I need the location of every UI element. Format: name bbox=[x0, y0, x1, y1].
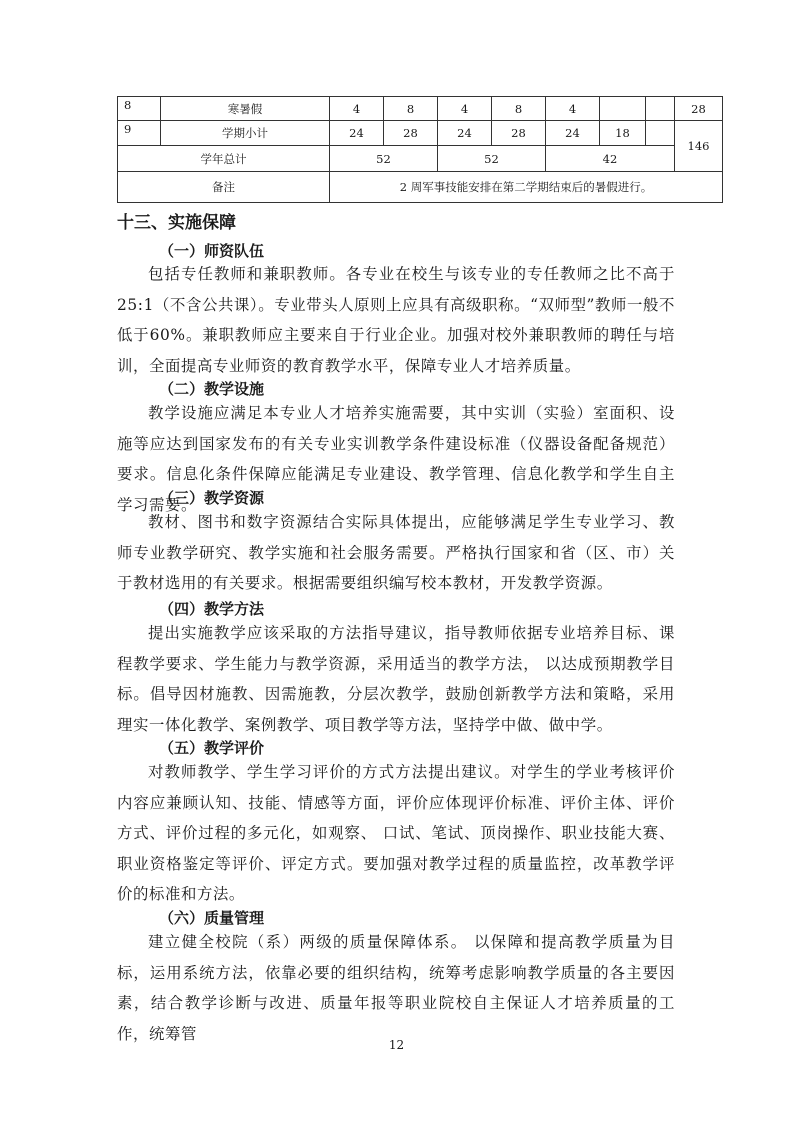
table-row bbox=[118, 121, 723, 146]
row-number: 9 bbox=[118, 121, 161, 146]
subsection-paragraph: 建立健全校院（系）两级的质量保障体系。 以保障和提高教学质量为目标，运用系统方法，依靠必要的组织结构，统筹考虑影响教学质量的各主要因素，结合教学诊断与改进、质量年报等职业院校自主保证人才培养质量的工作，统筹管 bbox=[117, 933, 675, 1043]
subsection-heading: （四）教学方法 bbox=[159, 600, 265, 618]
table-cell: 28 bbox=[384, 121, 438, 146]
row-label: 寒暑假 bbox=[161, 97, 330, 121]
subsection-paragraph: 对教师教学、学生学习评价的方式方法提出建议。对学生的学业考核评价内容应兼顾认知、技能、情感等方面，评价应体现评价标准、评价主体、评价方式、评价过程的多元化，如观察、 口试、笔试、顶岗操作、职业技能大赛、职业资格鉴定等评价、评定方式。要加强对教学过程的质量监控，改革教学评价的标准和方法。 bbox=[117, 763, 675, 904]
table-cell: 24 bbox=[546, 121, 600, 146]
grand-total: 146 bbox=[675, 121, 723, 172]
subsection-heading: （六）质量管理 bbox=[159, 909, 265, 927]
table-row-remark bbox=[118, 172, 723, 203]
year-total-value: 52 bbox=[438, 146, 546, 172]
subsection-paragraph: 教材、图书和数字资源结合实际具体提出，应能够满足学生专业学习、教师专业教学研究、教学实施和社会服务需要。严格执行国家和省（区、市）关于教材选用的有关要求。根据需要组织编写校本教材，开发教学资源。 bbox=[117, 513, 675, 593]
subsection-heading: （五）教学评价 bbox=[159, 739, 265, 757]
remark-text: 2 周军事技能安排在第二学期结束后的暑假进行。 bbox=[330, 172, 723, 203]
table-cell-empty bbox=[646, 121, 675, 146]
table-cell: 8 bbox=[492, 97, 546, 121]
subsection-paragraph: 包括专任教师和兼职教师。各专业在校生与该专业的专任教师之比不高于25:1（不含公共课）。专业带头人原则上应具有高级职称。“双师型”教师一般不低于60%。兼职教师应主要来自于行业企业。加强对校外兼职教师的聘任与培训，全面提高专业师资的教育教学水平，保障专业人才培养质量。 bbox=[117, 265, 675, 375]
subsection-paragraph: 提出实施教学应该采取的方法指导建议，指导教师依据专业培养目标、课程教学要求、学生能力与教学资源，采用适当的教学方法， 以达成预期教学目标。倡导因材施教、因需施教，分层次教学，鼓励创新教学方法和策略，采用理实一体化教学、案例教学、项目教学等方法，坚持学中做、做中学。 bbox=[117, 624, 675, 734]
subsection-heading: （一）师资队伍 bbox=[159, 242, 265, 260]
table-cell: 18 bbox=[600, 121, 646, 146]
table-cell: 8 bbox=[384, 97, 438, 121]
table-cell-empty bbox=[646, 97, 675, 121]
table-cell: 4 bbox=[438, 97, 492, 121]
row-label: 学期小计 bbox=[161, 121, 330, 146]
table-cell: 4 bbox=[546, 97, 600, 121]
row-number: 8 bbox=[118, 97, 161, 121]
schedule-table bbox=[117, 96, 723, 203]
section-title: 十三、实施保障 bbox=[117, 213, 236, 233]
year-total-value: 52 bbox=[330, 146, 438, 172]
subsection-paragraph: 教学设施应满足本专业人才培养实施需要，其中实训（实验）室面积、设施等应达到国家发布的有关专业实训教学条件建设标准（仪器设备配备规范）要求。信息化条件保障应能满足专业建设、教学管理、信息化教学和学生自主学习需要。 bbox=[117, 404, 675, 514]
year-total-value: 42 bbox=[546, 146, 675, 172]
row-total: 28 bbox=[675, 97, 723, 121]
page-number: 12 bbox=[388, 1038, 405, 1052]
subsection-heading: （二）教学设施 bbox=[159, 380, 265, 398]
table-cell: 24 bbox=[438, 121, 492, 146]
table-cell: 24 bbox=[330, 121, 384, 146]
table-row-year-total bbox=[118, 146, 723, 172]
table-cell: 4 bbox=[330, 97, 384, 121]
table-cell bbox=[600, 97, 646, 121]
year-total-label: 学年总计 bbox=[118, 146, 330, 172]
remark-label: 备注 bbox=[118, 172, 330, 203]
subsection-heading: （三）教学资源 bbox=[159, 489, 265, 507]
table-row bbox=[118, 97, 723, 121]
table-cell: 28 bbox=[492, 121, 546, 146]
